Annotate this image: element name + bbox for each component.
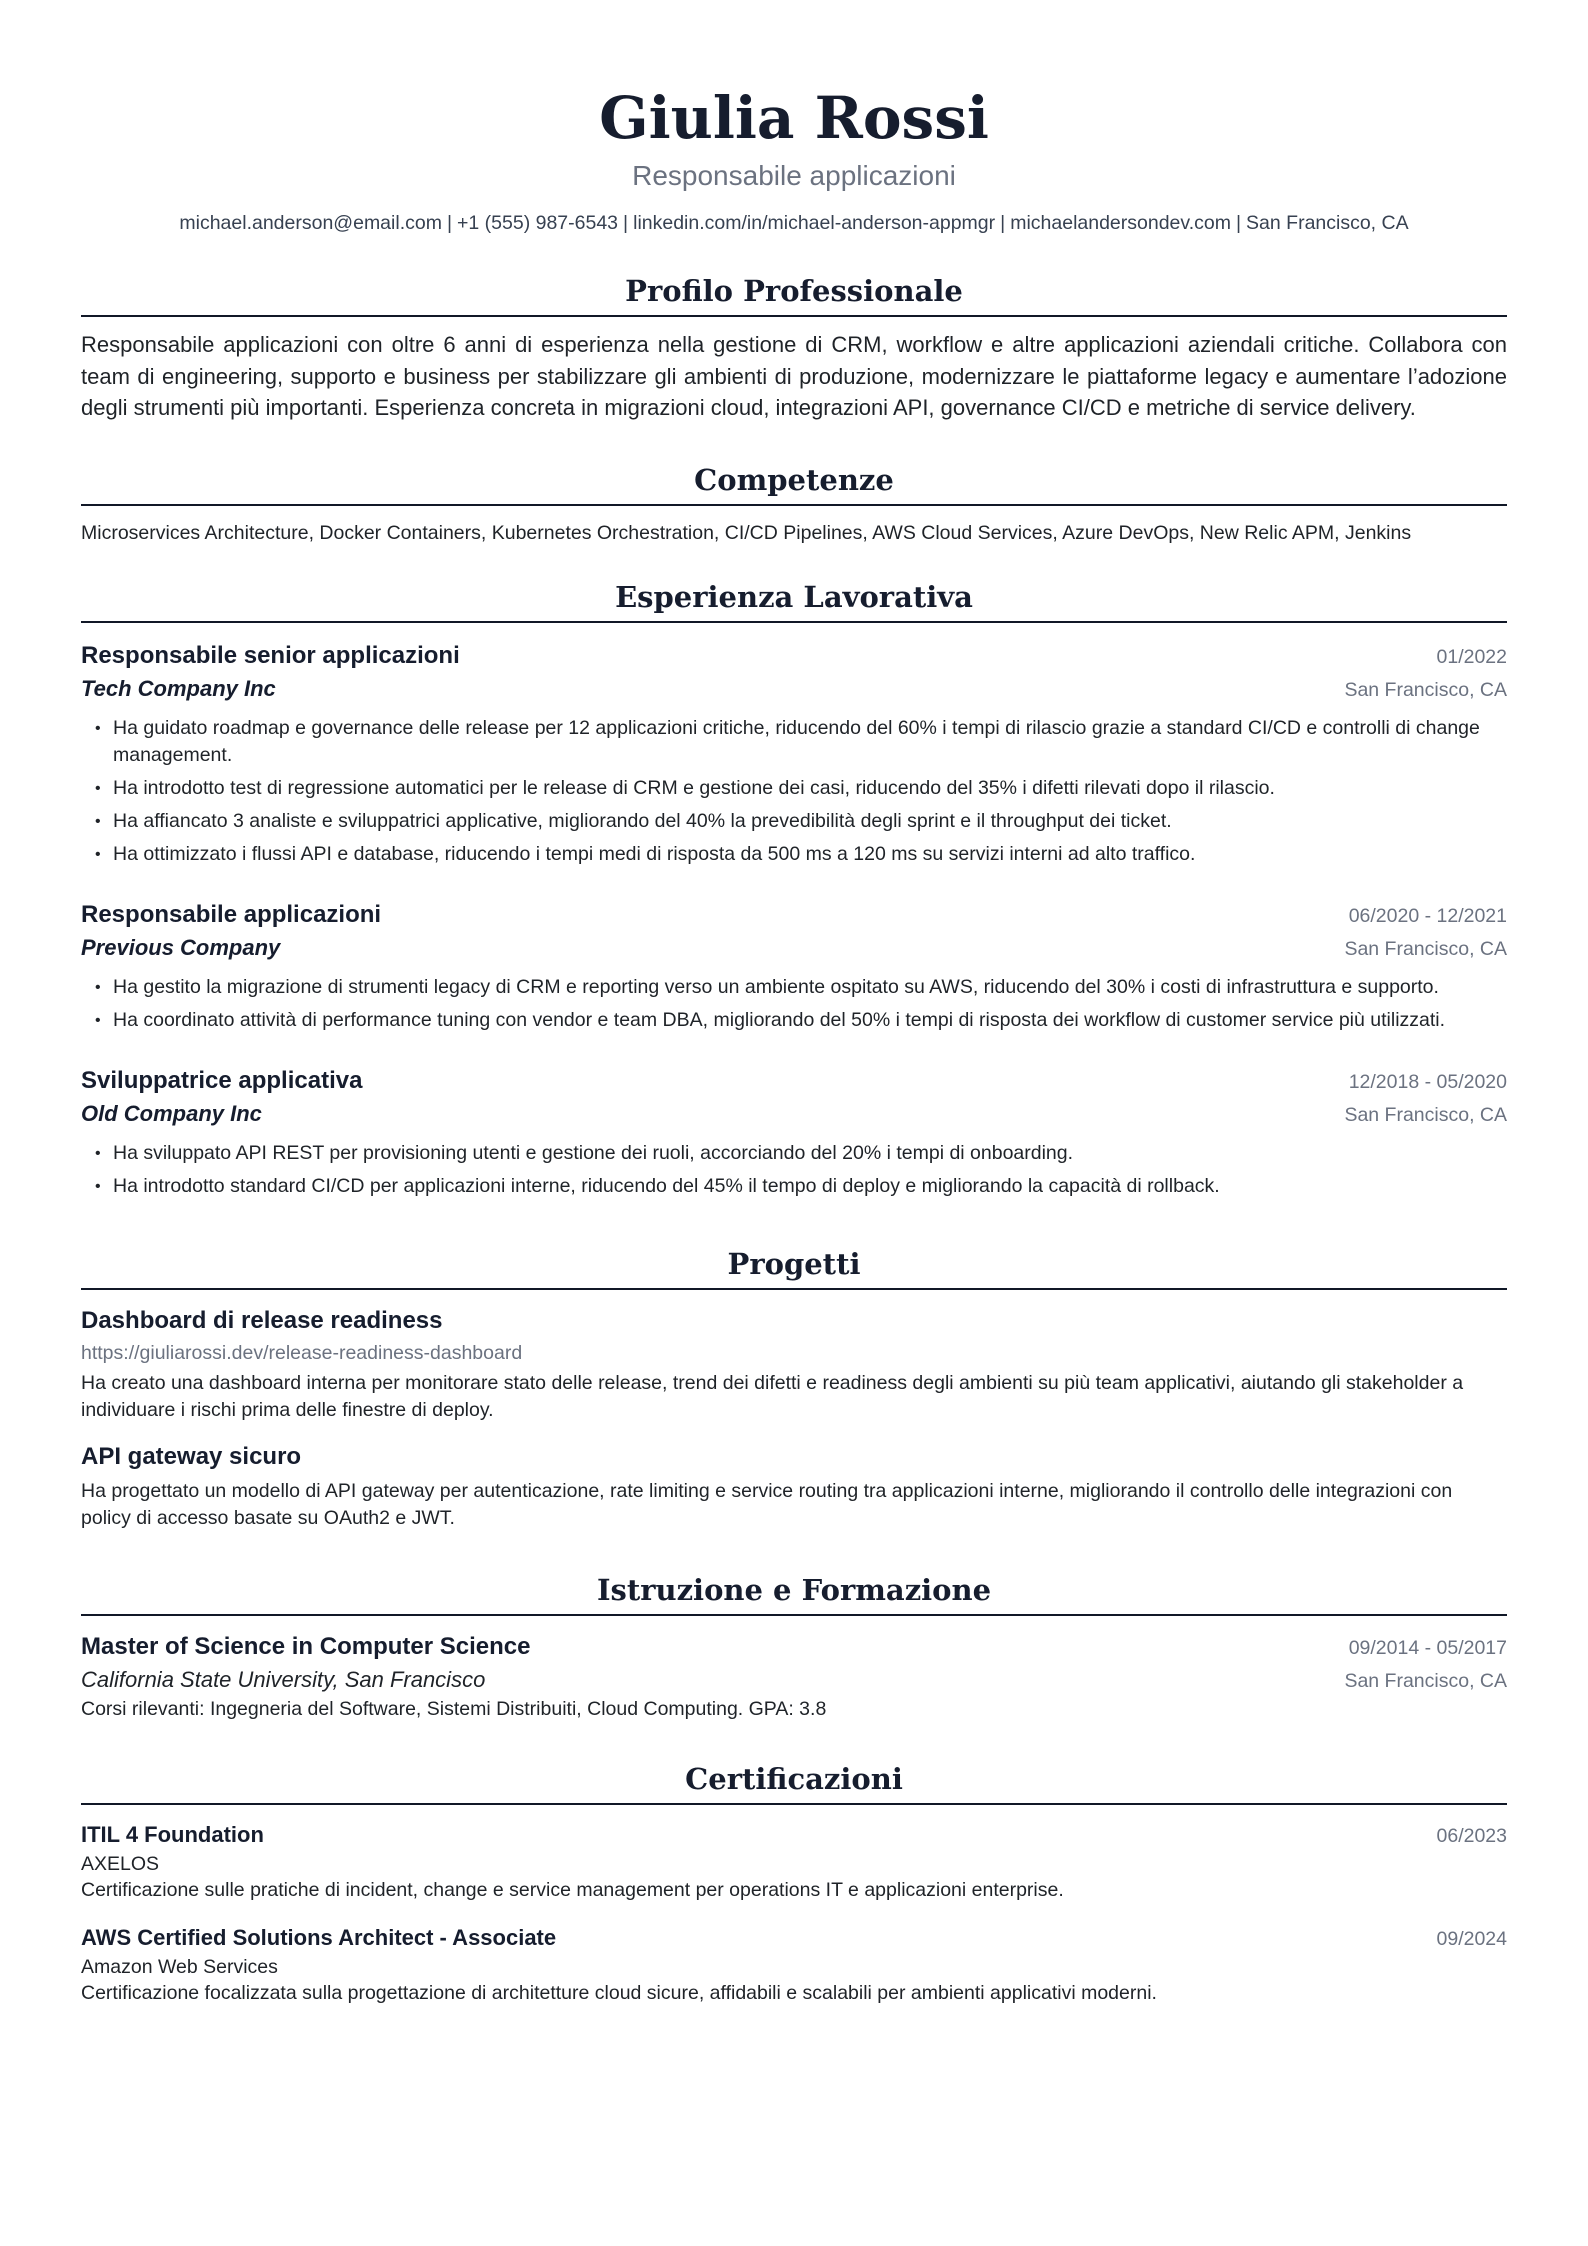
job-entry xyxy=(81,639,1507,868)
job-company: Previous Company xyxy=(81,934,281,960)
job-company: Old Company Inc xyxy=(81,1100,262,1126)
job-entry xyxy=(81,1064,1507,1200)
profile-section xyxy=(81,271,1507,424)
bullet-text: Ha gestito la migrazione di strumenti legacy di CRM e reporting verso un ambiente ospitato su AWS, riducendo del 30% i costi di infrastruttura e supporto. xyxy=(113,975,1439,998)
contact-separator: | xyxy=(623,212,629,234)
job-entry xyxy=(81,898,1507,1034)
bullet-item xyxy=(81,1140,1507,1167)
certification-description: Certificazione sulle pratiche di incident, change e service management per operations IT e applicazioni enterprise. xyxy=(81,1878,1064,1901)
experience-section xyxy=(81,577,1507,1200)
degree-title: Master of Science in Computer Science xyxy=(81,1632,531,1660)
bullet-item xyxy=(81,974,1507,1001)
bullet-item xyxy=(81,1173,1507,1200)
bullet-text: Ha affiancato 3 analiste e sviluppatrici applicative, migliorando del 40% la prevedibilità degli sprint e il throughput dei ticket. xyxy=(113,809,1172,832)
certification-date: 06/2023 xyxy=(1436,1824,1507,1847)
bullet-text: Ha introdotto standard CI/CD per applicazioni interne, riducendo del 45% il tempo di deploy e migliorando la capacità di rollback. xyxy=(113,1174,1220,1197)
school-name: California State University, San Francisco xyxy=(81,1666,486,1692)
bullet-item xyxy=(81,808,1507,835)
job-location: San Francisco, CA xyxy=(1344,678,1507,701)
job-bullets xyxy=(81,715,1507,868)
contact-phone[interactable]: +1 (555) 987-6543 xyxy=(457,212,619,234)
job-bullets xyxy=(81,1140,1507,1200)
section-title-profile: Profilo Professionale xyxy=(81,271,1507,317)
skills-list: Microservices Architecture, Docker Containers, Kubernetes Orchestration, CI/CD Pipelines, AWS Cloud Services, Azure DevOps, New Relic APM, Jenkins xyxy=(81,521,1412,544)
certification-issuer: AXELOS xyxy=(81,1852,160,1875)
section-title-education: Istruzione e Formazione xyxy=(81,1570,1507,1616)
contact-location: San Francisco, CA xyxy=(1246,212,1409,234)
project-link[interactable]: https://giuliarossi.dev/release-readiness-dashboard xyxy=(81,1341,523,1364)
contact-separator: | xyxy=(1235,212,1242,234)
project-title: API gateway sicuro xyxy=(81,1442,302,1470)
resume-header xyxy=(81,82,1507,238)
bullet-dot-icon: • xyxy=(95,1177,101,1195)
bullet-dot-icon: • xyxy=(95,1011,101,1029)
section-title-projects: Progetti xyxy=(81,1244,1507,1290)
project-title: Dashboard di release readiness xyxy=(81,1306,443,1334)
candidate-name: Giulia Rossi xyxy=(599,84,989,152)
contact-line xyxy=(81,208,1507,238)
contact-linkedin[interactable]: linkedin.com/in/michael-anderson-appmgr xyxy=(633,212,996,234)
section-title-skills: Competenze xyxy=(81,460,1507,506)
section-title-certifications: Certificazioni xyxy=(81,1759,1507,1805)
education-section xyxy=(81,1570,1507,1723)
bullet-text: Ha sviluppato API REST per provisioning utenti e gestione dei ruoli, accorciando del 20% i tempi di onboarding. xyxy=(113,1141,1074,1164)
bullet-text: Ha introdotto test di regressione automatici per le release di CRM e gestione dei casi, riducendo del 35% i difetti rilevati dopo il rilascio. xyxy=(113,776,1275,799)
job-location: San Francisco, CA xyxy=(1344,937,1507,960)
school-location: San Francisco, CA xyxy=(1344,1669,1507,1692)
bullet-dot-icon: • xyxy=(95,812,101,830)
bullet-text: Ha guidato roadmap e governance delle release per 12 applicazioni critiche, riducendo del 60% i tempi di rilascio grazie a standard CI/CD e controlli di change management. xyxy=(113,716,1480,766)
contact-email[interactable]: michael.anderson@email.com xyxy=(179,212,442,234)
certification-title: AWS Certified Solutions Architect - Associate xyxy=(81,1924,557,1950)
project-entry xyxy=(81,1304,1507,1424)
bullet-item xyxy=(81,1007,1507,1034)
project-description: Ha creato una dashboard interna per monitorare stato delle release, trend dei difetti e readiness degli ambienti su più team applicativi, aiutando gli stakeholder a individuare i rischi prima delle finestre di deploy. xyxy=(81,1371,1464,1421)
contact-website[interactable]: michaelandersondev.com xyxy=(1010,212,1231,234)
bullet-item xyxy=(81,841,1507,868)
certification-title: ITIL 4 Foundation xyxy=(81,1821,264,1847)
job-date: 12/2018 - 05/2020 xyxy=(1348,1070,1507,1093)
project-description: Ha progettato un modello di API gateway per autenticazione, rate limiting e service routing tra applicazioni interne, migliorando il controllo delle integrazioni con policy di accesso basate su OAuth2 e JWT. xyxy=(81,1479,1453,1529)
certification-issuer: Amazon Web Services xyxy=(81,1955,278,1978)
bullet-dot-icon: • xyxy=(95,1144,101,1162)
bullet-text: Ha coordinato attività di performance tuning con vendor e team DBA, migliorando del 50% i tempi di risposta dei workflow di customer service più utilizzati. xyxy=(113,1008,1446,1031)
education-entry xyxy=(81,1630,1507,1723)
job-bullets xyxy=(81,974,1507,1034)
bullet-dot-icon: • xyxy=(95,719,101,737)
bullet-text: Ha ottimizzato i flussi API e database, riducendo i tempi medi di risposta da 500 ms a 120 ms su servizi interni ad alto traffico. xyxy=(113,842,1196,865)
education-date: 09/2014 - 05/2017 xyxy=(1348,1636,1507,1659)
bullet-dot-icon: • xyxy=(95,978,101,996)
certification-date: 09/2024 xyxy=(1436,1927,1507,1950)
bullet-item xyxy=(81,715,1507,769)
projects-section xyxy=(81,1244,1507,1532)
skills-section xyxy=(81,460,1507,547)
contact-separator: | xyxy=(1000,212,1006,234)
profile-summary: Responsabile applicazioni con oltre 6 anni di esperienza nella gestione di CRM, workflow e altre applicazioni aziendali critiche. Collabora con team di engineering, supporto e business per stabilizzare gli ambienti di produzione, modernizzare le piattaforme legacy e aumentare l’adozione degli strumenti più importanti. Esperienza concreta in migrazioni cloud, integrazioni API, governance CI/CD e metriche di service delivery. xyxy=(81,332,1507,420)
bullet-dot-icon: • xyxy=(95,845,101,863)
certification-description: Certificazione focalizzata sulla progettazione di architetture cloud sicure, affidabili e scalabili per ambienti applicativi moderni. xyxy=(81,1981,1157,2004)
job-date: 01/2022 xyxy=(1436,645,1507,668)
job-title: Sviluppatrice applicativa xyxy=(81,1066,363,1094)
certification-entry xyxy=(81,1819,1507,1904)
job-title: Responsabile applicazioni xyxy=(81,900,382,928)
job-company: Tech Company Inc xyxy=(81,675,276,701)
education-details: Corsi rilevanti: Ingegneria del Software, Sistemi Distribuiti, Cloud Computing. GPA: 3.8 xyxy=(81,1697,827,1720)
job-date: 06/2020 - 12/2021 xyxy=(1348,904,1507,927)
job-title: Responsabile senior applicazioni xyxy=(81,641,460,669)
contact-separator: | xyxy=(446,212,453,234)
bullet-item xyxy=(81,775,1507,802)
certification-entry xyxy=(81,1922,1507,2007)
job-location: San Francisco, CA xyxy=(1344,1103,1507,1126)
candidate-role: Responsabile applicazioni xyxy=(632,160,956,191)
project-entry xyxy=(81,1440,1507,1532)
section-title-experience: Esperienza Lavorativa xyxy=(81,577,1507,623)
certifications-section xyxy=(81,1759,1507,2007)
bullet-dot-icon: • xyxy=(95,779,101,797)
